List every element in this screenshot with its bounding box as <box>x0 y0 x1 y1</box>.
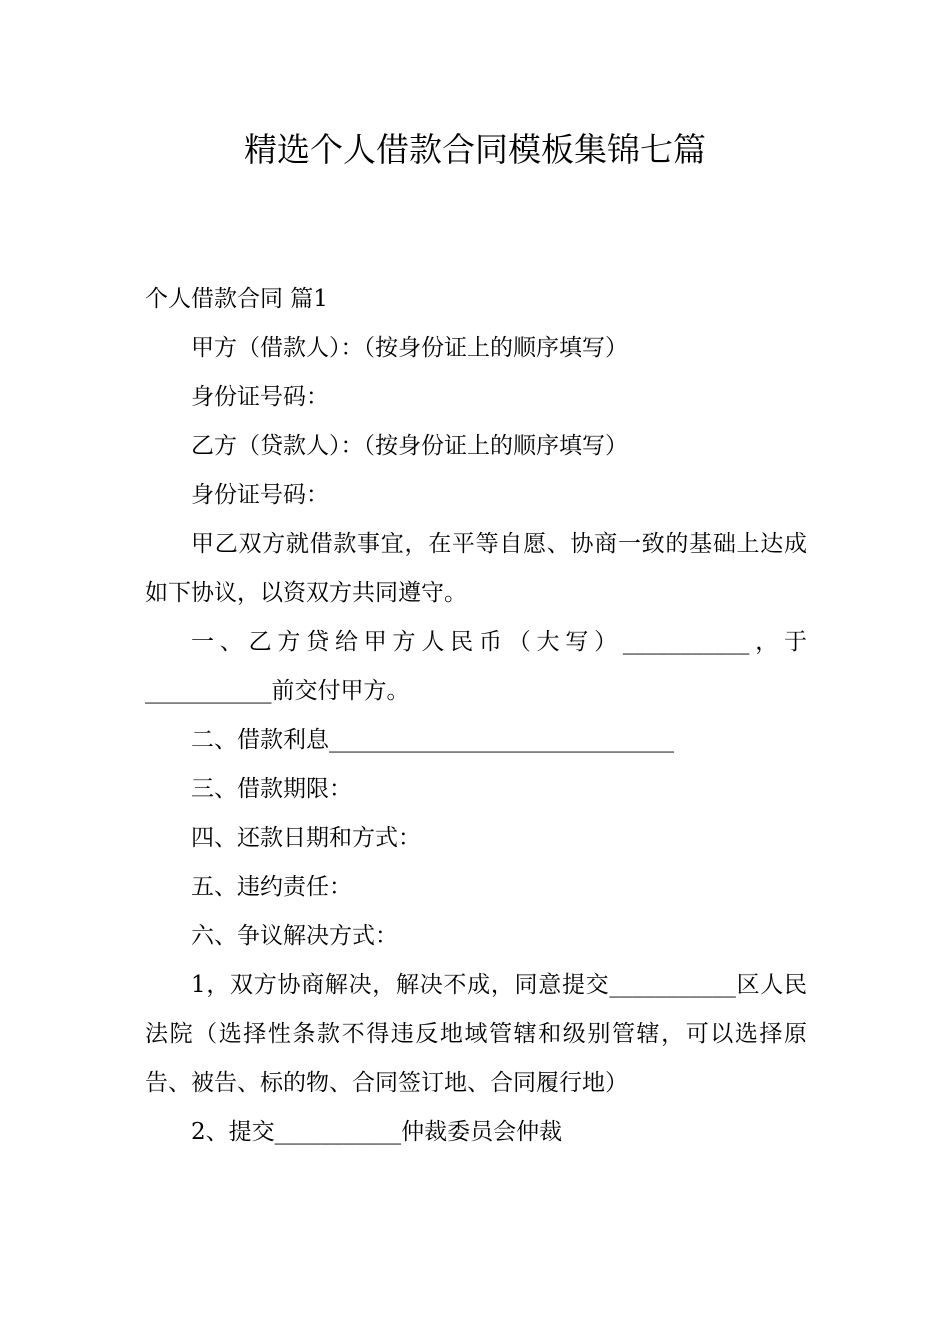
party-b-line: 乙方（贷款人）：（按身份证上的顺序填写） <box>191 433 628 459</box>
party-b-id-line: 身份证号码： <box>191 482 329 508</box>
clause-dispute: 六、争议解决方式： <box>191 923 398 949</box>
document-title: 精选个人借款合同模板集锦七篇 <box>244 130 706 169</box>
document-body <box>145 275 807 1157</box>
clause-breach: 五、违约责任： <box>191 874 352 900</box>
clause-loan-amount: 一、乙方贷给甲方人民币（大写）___________，于___________前交付甲方。 <box>145 629 807 704</box>
clause-repayment: 四、还款日期和方式： <box>191 825 421 851</box>
party-a-line: 甲方（借款人）：（按身份证上的顺序填写） <box>191 335 628 361</box>
dispute-option-court: 1，双方协商解决，解决不成，同意提交___________区人民法院（选择性条款不得违反地域管辖和级别管辖，可以选择原告、被告、标的物、合同签订地、合同履行地） <box>145 972 807 1096</box>
clause-term: 三、借款期限： <box>191 776 352 802</box>
dispute-option-arbitration: 2、提交___________仲裁委员会仲裁 <box>191 1119 563 1145</box>
section-heading: 个人借款合同 篇1 <box>145 286 328 312</box>
clause-interest: 二、借款利息______________________________ <box>191 727 674 753</box>
agreement-intro-paragraph: 甲乙双方就借款事宜，在平等自愿、协商一致的基础上达成如下协议，以资双方共同遵守。 <box>145 531 807 606</box>
party-a-id-line: 身份证号码： <box>191 384 329 410</box>
